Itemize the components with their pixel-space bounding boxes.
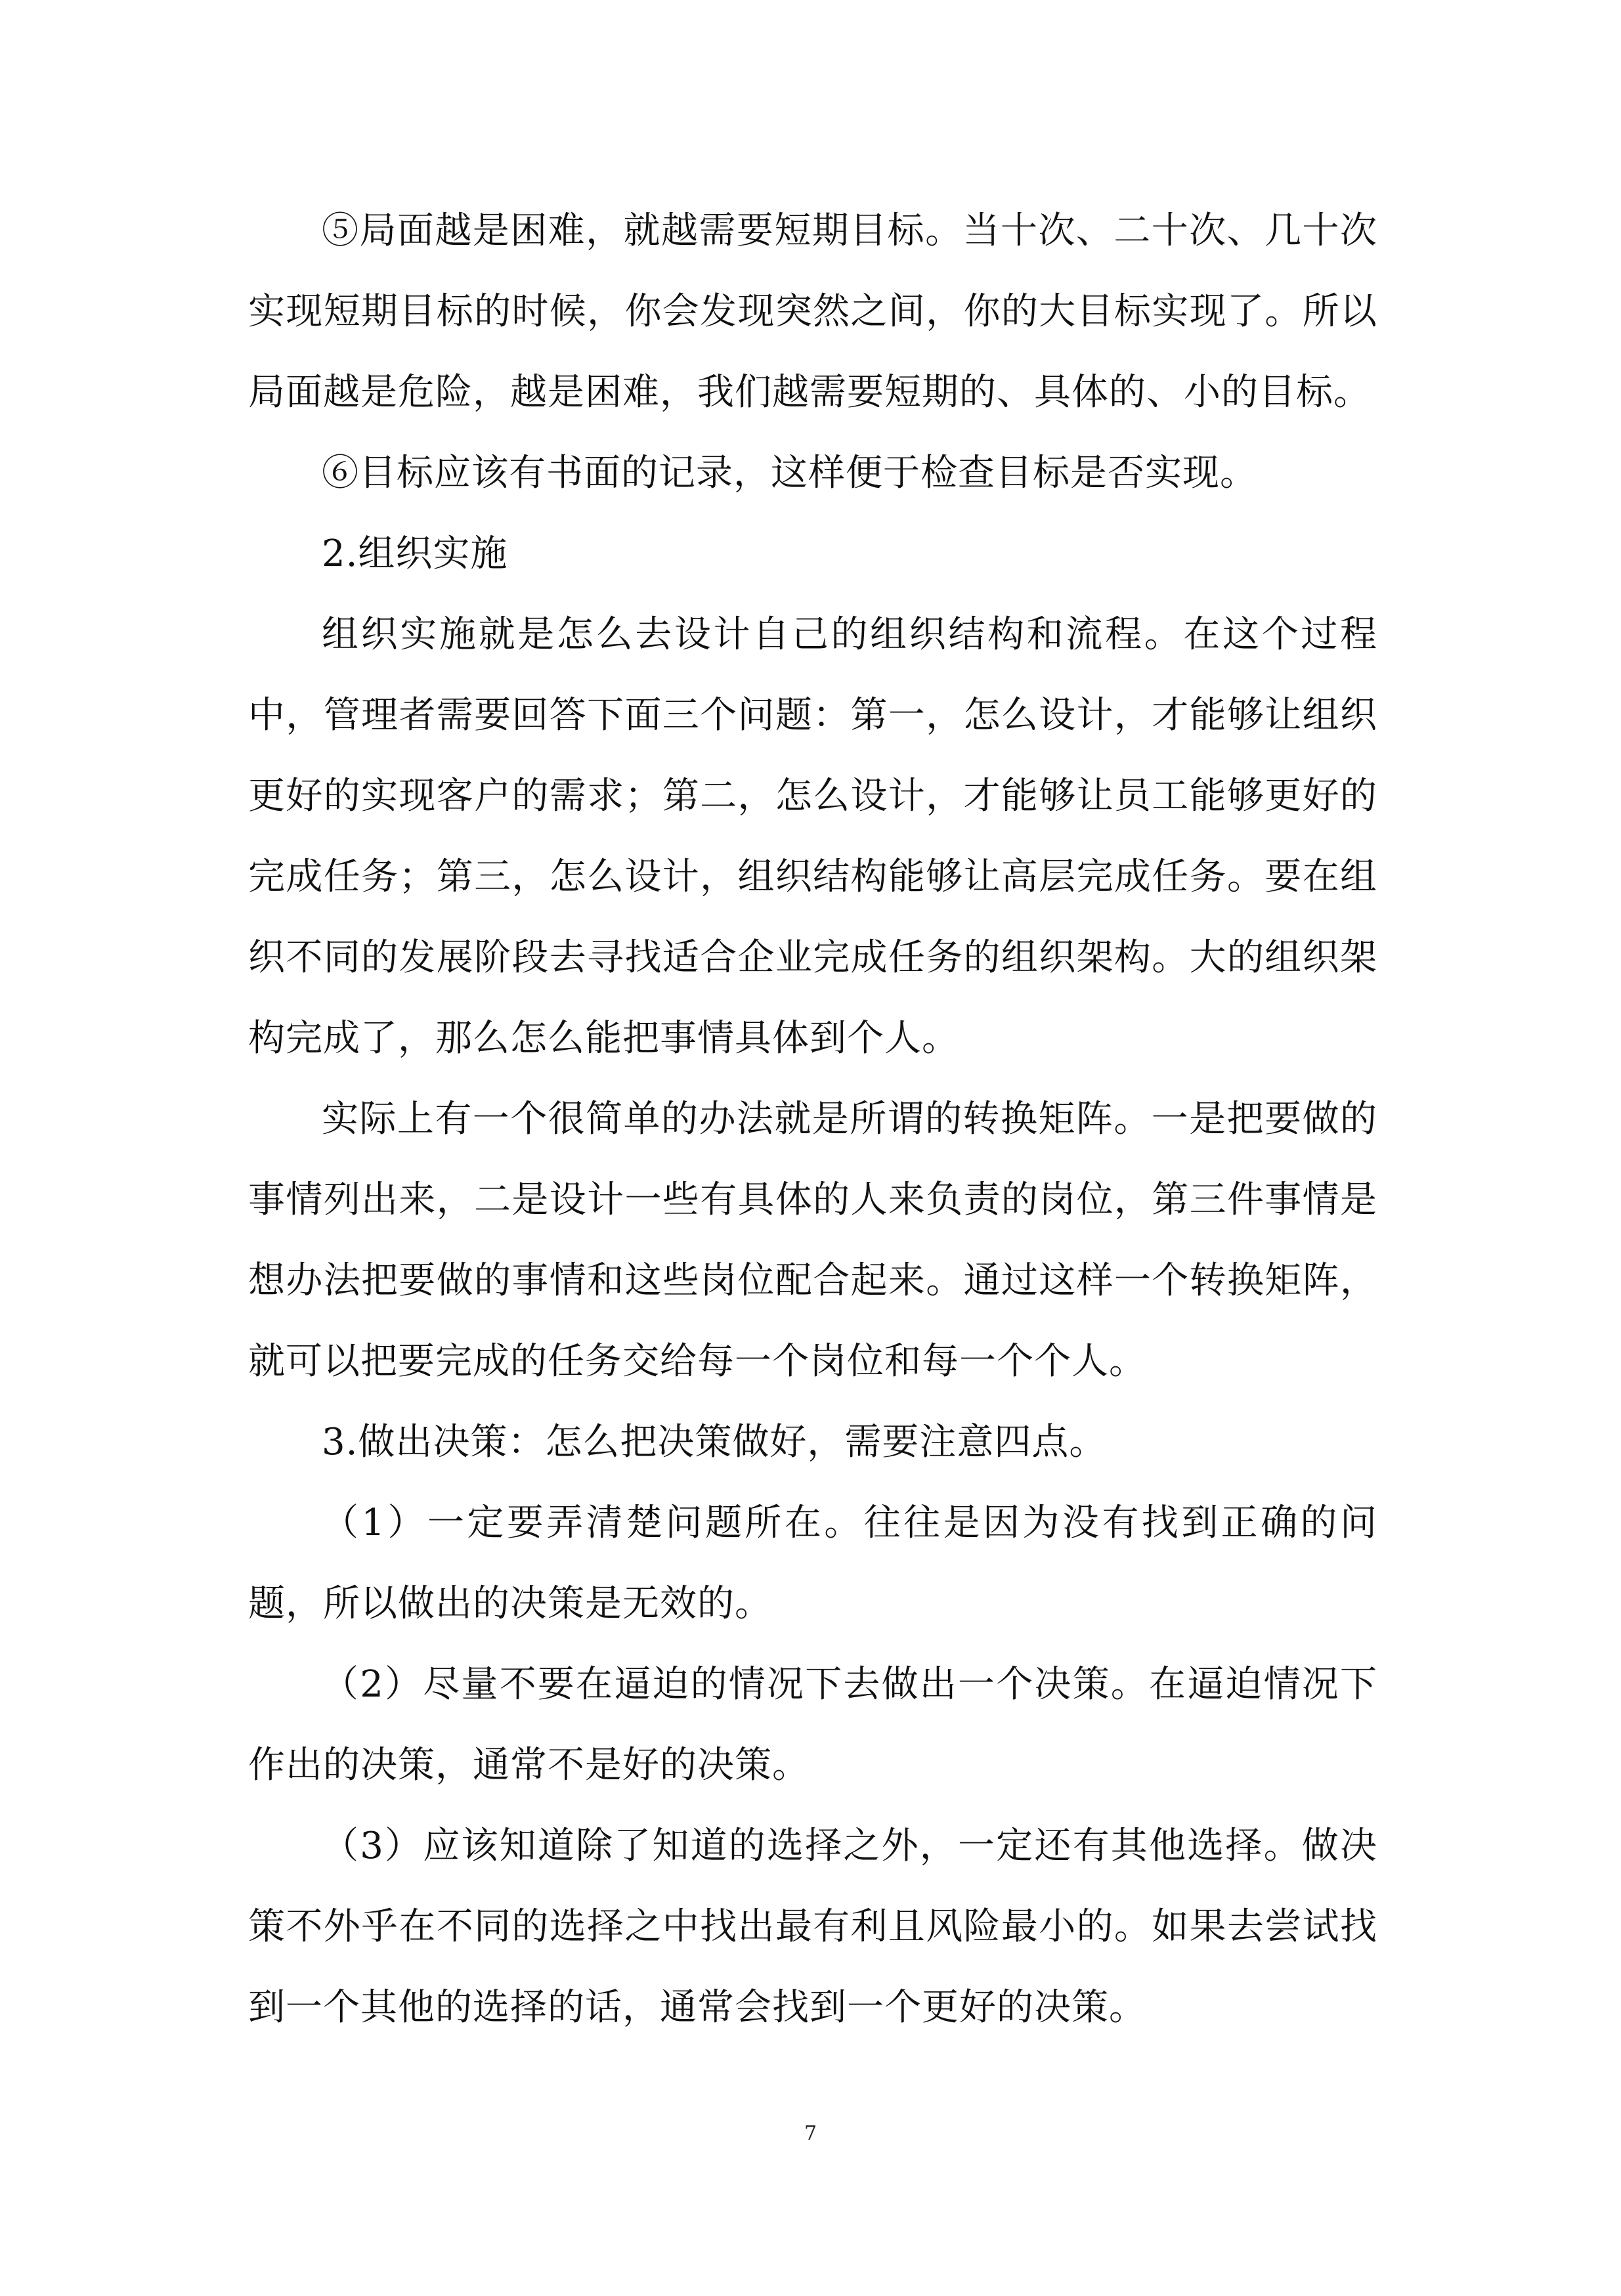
page-number: 7 bbox=[804, 2122, 817, 2145]
paragraph-decision-point-1: （1）一定要弄清楚问题所在。往往是因为没有找到正确的问题，所以做出的决策是无效的。 bbox=[248, 1502, 1377, 1625]
paragraph-written-record: ⑥目标应该有书面的记录，这样便于检查目标是否实现。 bbox=[322, 452, 1257, 494]
paragraph-conversion-matrix: 实际上有一个很简单的办法就是所谓的转换矩阵。一是把要做的事情列出来，二是设计一些有具体的人来负责的岗位，第三件事情是想办法把要做的事情和这些岗位配合起来。通过这样一个转换矩阵，就可以把要完成的任务交给每一个岗位和每一个个人。 bbox=[248, 1098, 1377, 1383]
section-heading-decision: 3.做出决策：怎么把决策做好，需要注意四点。 bbox=[322, 1421, 1107, 1463]
section-heading-organize: 2.组织实施 bbox=[322, 532, 508, 575]
paragraph-decision-point-2: （2）尽量不要在逼迫的情况下去做出一个决策。在逼迫情况下作出的决策，通常不是好的决策。 bbox=[248, 1663, 1377, 1787]
document-body bbox=[248, 190, 1377, 2048]
paragraph-decision-point-3: （3）应该知道除了知道的选择之外，一定还有其他选择。做决策不外乎在不同的选择之中找出最有利且风险最小的。如果去尝试找到一个其他的选择的话，通常会找到一个更好的决策。 bbox=[248, 1825, 1377, 2029]
paragraph-organize-implementation: 组织实施就是怎么去设计自己的组织结构和流程。在这个过程中，管理者需要回答下面三个问题：第一，怎么设计，才能够让组织更好的实现客户的需求；第二，怎么设计，才能够让员工能够更好的完成任务；第三，怎么设计，组织结构能够让高层完成任务。要在组织不同的发展阶段去寻找适合企业完成任务的组织架构。大的组织架构完成了，那么怎么能把事情具体到个人。 bbox=[248, 613, 1377, 1060]
paragraph-short-term-goals: ⑤局面越是困难，就越需要短期目标。当十次、二十次、几十次实现短期目标的时候，你会发现突然之间，你的大目标实现了。所以局面越是危险，越是困难，我们越需要短期的、具体的、小的目标。 bbox=[248, 209, 1377, 414]
